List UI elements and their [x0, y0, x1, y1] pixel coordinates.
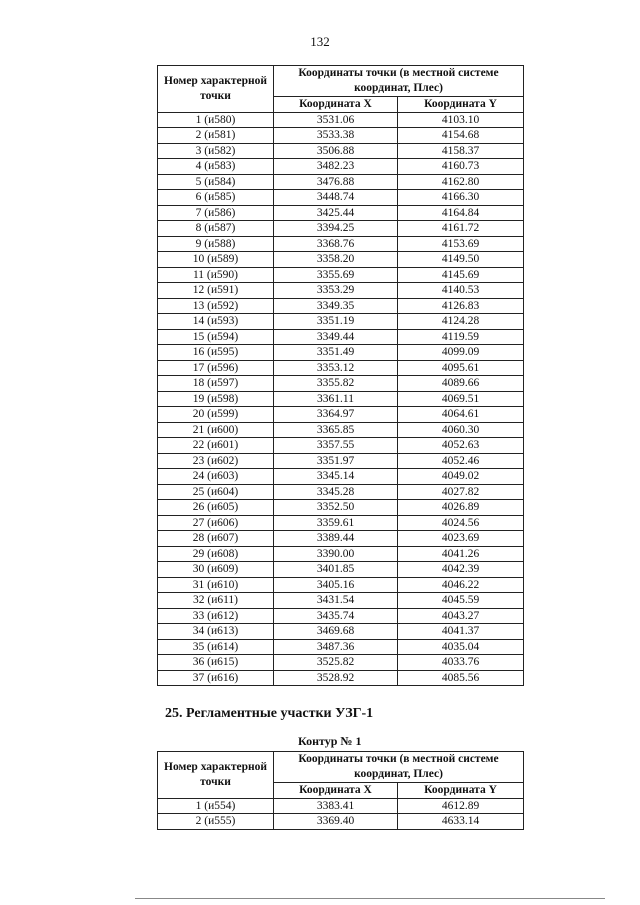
- coordinates-table-2-body: [158, 798, 524, 829]
- header-coordinate-y: Координата Y: [398, 97, 524, 113]
- header-coordinate-x: Координата X: [274, 97, 398, 113]
- table-row: [158, 314, 524, 330]
- table-row: [158, 329, 524, 345]
- point-number-cell: 13 (и592): [158, 298, 274, 314]
- coordinate-x-cell: 3476.88: [274, 174, 398, 190]
- table-row: [158, 562, 524, 578]
- table-row: [158, 655, 524, 671]
- point-number-cell: 15 (и594): [158, 329, 274, 345]
- coordinate-y-cell: 4026.89: [398, 500, 524, 516]
- coordinate-y-cell: 4043.27: [398, 608, 524, 624]
- point-number-cell: 32 (и611): [158, 593, 274, 609]
- coordinate-x-cell: 3390.00: [274, 546, 398, 562]
- coordinate-y-cell: 4041.26: [398, 546, 524, 562]
- point-number-cell: 30 (и609): [158, 562, 274, 578]
- coordinate-y-cell: 4049.02: [398, 469, 524, 485]
- table-row: [158, 298, 524, 314]
- point-number-cell: 1 (и580): [158, 112, 274, 128]
- coordinates-table-1-body: [158, 112, 524, 686]
- coordinate-y-cell: 4064.61: [398, 407, 524, 423]
- coordinate-y-cell: 4027.82: [398, 484, 524, 500]
- table-row: [158, 500, 524, 516]
- coordinate-y-cell: 4035.04: [398, 639, 524, 655]
- point-number-cell: 1 (и554): [158, 798, 274, 814]
- table-row: [158, 484, 524, 500]
- point-number-cell: 23 (и602): [158, 453, 274, 469]
- coordinate-y-cell: 4095.61: [398, 360, 524, 376]
- coordinate-y-cell: 4140.53: [398, 283, 524, 299]
- point-number-cell: 8 (и587): [158, 221, 274, 237]
- point-number-cell: 17 (и596): [158, 360, 274, 376]
- coordinate-x-cell: 3359.61: [274, 515, 398, 531]
- coordinate-y-cell: 4069.51: [398, 391, 524, 407]
- contour-heading: Контур № 1: [298, 734, 362, 748]
- coordinate-y-cell: 4145.69: [398, 267, 524, 283]
- coordinate-x-cell: 3353.12: [274, 360, 398, 376]
- coordinates-table-2: [157, 751, 524, 830]
- coordinate-x-cell: 3531.06: [274, 112, 398, 128]
- coordinate-x-cell: 3389.44: [274, 531, 398, 547]
- coordinate-x-cell: 3383.41: [274, 798, 398, 814]
- table-row: [158, 221, 524, 237]
- point-number-cell: 6 (и585): [158, 190, 274, 206]
- table-row: [158, 670, 524, 686]
- table-row: [158, 608, 524, 624]
- coordinate-y-cell: 4060.30: [398, 422, 524, 438]
- coordinate-x-cell: 3368.76: [274, 236, 398, 252]
- coordinate-x-cell: 3365.85: [274, 422, 398, 438]
- section-heading: 25. Регламентные участки УЗГ-1: [165, 706, 374, 721]
- table-row: [158, 593, 524, 609]
- point-number-cell: 33 (и612): [158, 608, 274, 624]
- coordinate-x-cell: 3435.74: [274, 608, 398, 624]
- coordinate-x-cell: 3401.85: [274, 562, 398, 578]
- table-row: [158, 515, 524, 531]
- coordinate-x-cell: 3345.28: [274, 484, 398, 500]
- point-number-cell: 5 (и584): [158, 174, 274, 190]
- point-number-cell: 20 (и599): [158, 407, 274, 423]
- header-coordinates-group-label: Координаты точки (в местной системе координат, Плес): [298, 753, 499, 780]
- coordinate-x-cell: 3405.16: [274, 577, 398, 593]
- coordinate-x-cell: 3528.92: [274, 670, 398, 686]
- coordinate-x-cell: 3425.44: [274, 205, 398, 221]
- coordinate-y-cell: 4085.56: [398, 670, 524, 686]
- coordinate-x-cell: 3394.25: [274, 221, 398, 237]
- header-coordinates-group-label: Координаты точки (в местной системе координат, Плес): [298, 67, 499, 94]
- table-row: [158, 252, 524, 268]
- coordinate-y-cell: 4158.37: [398, 143, 524, 159]
- coordinate-x-cell: 3525.82: [274, 655, 398, 671]
- coordinate-x-cell: 3345.14: [274, 469, 398, 485]
- coordinate-x-cell: 3482.23: [274, 159, 398, 175]
- coordinate-y-cell: 4153.69: [398, 236, 524, 252]
- coordinate-y-cell: 4162.80: [398, 174, 524, 190]
- table-row: [158, 345, 524, 361]
- bottom-rule: [135, 898, 605, 899]
- point-number-cell: 31 (и610): [158, 577, 274, 593]
- header-coordinate-y: Координата Y: [398, 783, 524, 799]
- table-row: [158, 814, 524, 830]
- coordinate-x-cell: 3349.35: [274, 298, 398, 314]
- coordinate-y-cell: 4045.59: [398, 593, 524, 609]
- coordinate-x-cell: 3352.50: [274, 500, 398, 516]
- point-number-cell: 16 (и595): [158, 345, 274, 361]
- point-number-cell: 3 (и582): [158, 143, 274, 159]
- coordinate-y-cell: 4161.72: [398, 221, 524, 237]
- point-number-cell: 29 (и608): [158, 546, 274, 562]
- table-row: [158, 190, 524, 206]
- point-number-cell: 14 (и593): [158, 314, 274, 330]
- point-number-cell: 19 (и598): [158, 391, 274, 407]
- coordinate-x-cell: 3487.36: [274, 639, 398, 655]
- point-number-cell: 21 (и600): [158, 422, 274, 438]
- table-row: [158, 267, 524, 283]
- coordinate-y-cell: 4149.50: [398, 252, 524, 268]
- point-number-cell: 22 (и601): [158, 438, 274, 454]
- point-number-cell: 12 (и591): [158, 283, 274, 299]
- point-number-cell: 25 (и604): [158, 484, 274, 500]
- coordinate-y-cell: 4126.83: [398, 298, 524, 314]
- coordinate-y-cell: 4052.46: [398, 453, 524, 469]
- table-row: [158, 128, 524, 144]
- table-row: [158, 422, 524, 438]
- coordinate-y-cell: 4033.76: [398, 655, 524, 671]
- table-row: [158, 174, 524, 190]
- coordinate-x-cell: 3364.97: [274, 407, 398, 423]
- coordinate-x-cell: 3448.74: [274, 190, 398, 206]
- coordinate-x-cell: 3351.49: [274, 345, 398, 361]
- coordinate-x-cell: 3506.88: [274, 143, 398, 159]
- header-coordinates-group: [274, 66, 524, 97]
- coordinate-x-cell: 3361.11: [274, 391, 398, 407]
- point-number-cell: 28 (и607): [158, 531, 274, 547]
- header-coordinate-x: Координата X: [274, 783, 398, 799]
- coordinate-x-cell: 3357.55: [274, 438, 398, 454]
- coordinate-y-cell: 4633.14: [398, 814, 524, 830]
- coordinates-table-1: [157, 65, 524, 686]
- page-number: 132: [310, 34, 330, 49]
- table-row: [158, 438, 524, 454]
- coordinate-x-cell: 3533.38: [274, 128, 398, 144]
- coordinate-y-cell: 4024.56: [398, 515, 524, 531]
- table-row: [158, 577, 524, 593]
- coordinate-y-cell: 4023.69: [398, 531, 524, 547]
- coordinate-x-cell: 3353.29: [274, 283, 398, 299]
- coordinate-x-cell: 3469.68: [274, 624, 398, 640]
- point-number-cell: 9 (и588): [158, 236, 274, 252]
- point-number-cell: 2 (и581): [158, 128, 274, 144]
- coordinate-y-cell: 4046.22: [398, 577, 524, 593]
- point-number-cell: 11 (и590): [158, 267, 274, 283]
- table-row: [158, 624, 524, 640]
- point-number-cell: 10 (и589): [158, 252, 274, 268]
- point-number-cell: 27 (и606): [158, 515, 274, 531]
- table-row: [158, 360, 524, 376]
- table-row: [158, 143, 524, 159]
- coordinate-y-cell: 4041.37: [398, 624, 524, 640]
- table-row: [158, 407, 524, 423]
- point-number-cell: 34 (и613): [158, 624, 274, 640]
- table-row: [158, 236, 524, 252]
- table-row: [158, 798, 524, 814]
- coordinate-x-cell: 3355.82: [274, 376, 398, 392]
- coordinate-y-cell: 4612.89: [398, 798, 524, 814]
- header-coordinates-group: [274, 752, 524, 783]
- table-row: [158, 391, 524, 407]
- coordinate-y-cell: 4089.66: [398, 376, 524, 392]
- coordinate-y-cell: 4042.39: [398, 562, 524, 578]
- table-row: [158, 159, 524, 175]
- point-number-cell: 36 (и615): [158, 655, 274, 671]
- table-row: [158, 376, 524, 392]
- coordinate-x-cell: 3369.40: [274, 814, 398, 830]
- table-row: [158, 112, 524, 128]
- coordinate-y-cell: 4164.84: [398, 205, 524, 221]
- coordinate-y-cell: 4166.30: [398, 190, 524, 206]
- coordinate-x-cell: 3431.54: [274, 593, 398, 609]
- coordinate-x-cell: 3351.97: [274, 453, 398, 469]
- point-number-cell: 2 (и555): [158, 814, 274, 830]
- point-number-cell: 37 (и616): [158, 670, 274, 686]
- table-row: [158, 283, 524, 299]
- point-number-cell: 4 (и583): [158, 159, 274, 175]
- table-row: [158, 531, 524, 547]
- point-number-cell: 24 (и603): [158, 469, 274, 485]
- point-number-cell: 35 (и614): [158, 639, 274, 655]
- header-point-number-label: Номер характерной точки: [164, 74, 267, 102]
- coordinate-y-cell: 4052.63: [398, 438, 524, 454]
- coordinate-y-cell: 4103.10: [398, 112, 524, 128]
- coordinate-y-cell: 4160.73: [398, 159, 524, 175]
- header-point-number: [158, 66, 274, 113]
- point-number-cell: 26 (и605): [158, 500, 274, 516]
- point-number-cell: 7 (и586): [158, 205, 274, 221]
- table-row: [158, 205, 524, 221]
- coordinate-y-cell: 4099.09: [398, 345, 524, 361]
- header-point-number: [158, 752, 274, 799]
- coordinate-x-cell: 3358.20: [274, 252, 398, 268]
- point-number-cell: 18 (и597): [158, 376, 274, 392]
- coordinate-y-cell: 4119.59: [398, 329, 524, 345]
- coordinate-x-cell: 3349.44: [274, 329, 398, 345]
- table-row: [158, 639, 524, 655]
- coordinate-y-cell: 4124.28: [398, 314, 524, 330]
- table-row: [158, 546, 524, 562]
- table-row: [158, 469, 524, 485]
- coordinate-x-cell: 3355.69: [274, 267, 398, 283]
- table-row: [158, 453, 524, 469]
- coordinate-y-cell: 4154.68: [398, 128, 524, 144]
- header-point-number-label: Номер характерной точки: [164, 760, 267, 788]
- coordinate-x-cell: 3351.19: [274, 314, 398, 330]
